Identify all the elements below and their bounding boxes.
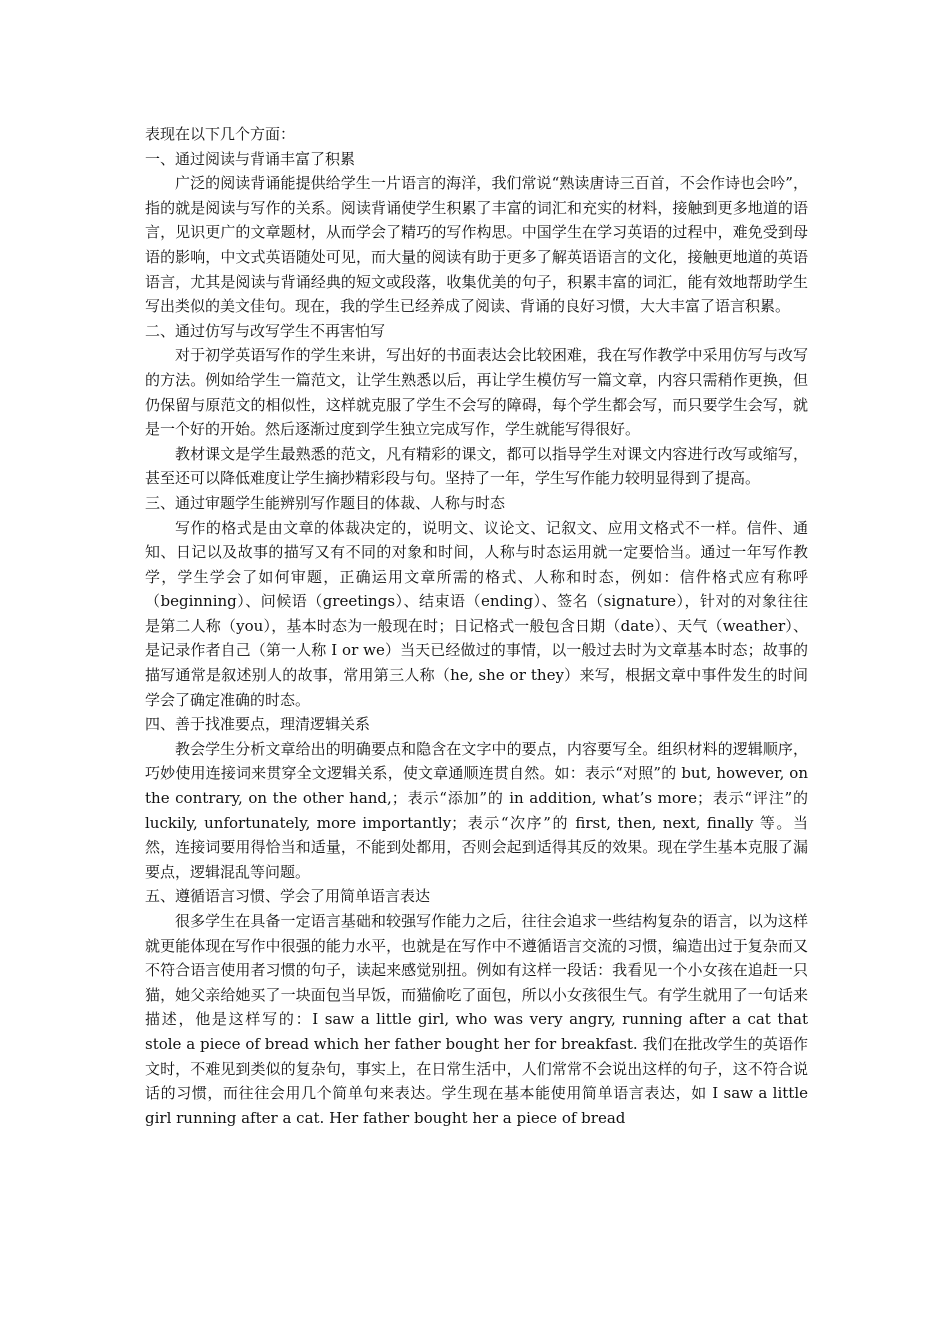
section-2-paragraph-2: 教材课文是学生最熟悉的范文，凡有精彩的课文，都可以指导学生对课文内容进行改写或缩写，甚至还可以降低难度让学生摘抄精彩段与句。坚持了一年，学生写作能力较明显得到了提高。 <box>145 444 808 488</box>
section-heading-4: 四、善于找准要点，理清逻辑关系 <box>145 715 371 734</box>
section-heading-2: 二、通过仿写与改写学生不再害怕写 <box>145 321 386 340</box>
section-2-paragraph-1: 对于初学英语写作的学生来讲，写出好的书面表达会比较困难，我在写作教学中采用仿写与改写的方法。例如给学生一篇范文，让学生熟悉以后，再让学生模仿写一篇文章，内容只需稍作更换，但仍保留与原范文的相似性，这样就克服了学生不会写的障碍，每个学生都会写，而只要学生会写，就是一个好的开始。然后逐渐过度到学生独立完成写作，学生就能写得很好。 <box>145 346 808 439</box>
section-heading-5: 五、遵循语言习惯、学会了用简单语言表达 <box>145 887 431 906</box>
intro-line: 表现在以下几个方面： <box>145 125 296 143</box>
section-1-paragraph-1: 广泛的阅读背诵能提供给学生一片语言的海洋，我们常说“熟读唐诗三百首，不会作诗也会吟”，指的就是阅读与写作的关系。阅读背诵使学生积累了丰富的词汇和充实的材料，接触到更多地道的语言，见识更广的文章题材，从而学会了精巧的写作构思。中国学生在学习英语的过程中，难免受到母语的影响，中文式英语随处可见，而大量的阅读有助于更多了解英语语言的文化，接触更地道的英语语言，尤其是阅读与背诵经典的短文或段落，收集优美的句子，积累丰富的词汇，能有效地帮助学生写出类似的美文佳句。现在，我的学生已经养成了阅读、背诵的良好习惯，大大丰富了语言积累。 <box>145 174 808 316</box>
section-heading-3: 三、通过审题学生能辨别写作题目的体裁、人称与时态 <box>145 493 506 512</box>
section-4-paragraph-1: 教会学生分析文章给出的明确要点和隐含在文字中的要点，内容要写全。组织材料的逻辑顺序，巧妙使用连接词来贯穿全文逻辑关系，使文章通顺连贯自然。如：表示“对照”的 but, however, on the contrary, on the other hand,；表示“添加”的 in addition, what’s more；表示“评注”的 luckily, unfortunately, more importantly；表示“次序”的 first, then, next, finally 等。当然，连接词要用得恰当和适量，不能到处都用，否则会起到适得其反的效果。现在学生基本克服了漏要点，逻辑混乱等问题。 <box>145 739 808 881</box>
section-5-paragraph-1: 很多学生在具备一定语言基础和较强写作能力之后，往往会追求一些结构复杂的语言，以为这样就更能体现在写作中很强的能力水平，也就是在写作中不遵循语言交流的习惯，编造出过于复杂而又不符合语言使用者习惯的句子，读起来感觉别扭。例如有这样一段话：我看见一个小女孩在追赶一只猫，她父亲给她买了一块面包当早饭，而猫偷吃了面包，所以小女孩很生气。有学生就用了一句话来描述，他是这样写的：I saw a little girl, who was very angry, running after a cat that stole a piece of bread which her father bought her for breakfast. 我们在批改学生的英语作文时，不难见到类似的复杂句，事实上，在日常生活中，人们常常不会说出这样的句子，这不符合说话的习惯，而往往会用几个简单句来表达。学生现在基本能使用简单语言表达，如 I saw a little girl running after a cat. Her father bought her a piece of bread <box>145 912 808 1127</box>
section-heading-1: 一、通过阅读与背诵丰富了积累 <box>145 149 356 168</box>
section-3-paragraph-1: 写作的格式是由文章的体裁决定的，说明文、议论文、记叙文、应用文格式不一样。信件、通知、日记以及故事的描写又有不同的对象和时间，人称与时态运用就一定要恰当。通过一年写作教学，学生学会了如何审题，正确运用文章所需的格式、人称和时态，例如：信件格式应有称呼（beginning）、问候语（greetings）、结束语（ending）、签名（signature），针对的对象往往是第二人称（you），基本时态为一般现在时；日记格式一般包含日期（date）、天气（weather）、是记录作者自己（第一人称 I or we）当天已经做过的事情，以一般过去时为文章基本时态；故事的描写通常是叙述别人的故事，常用第三人称（he, she or they）来写，根据文章中事件发生的时间学会了确定准确的时态。 <box>145 518 808 709</box>
